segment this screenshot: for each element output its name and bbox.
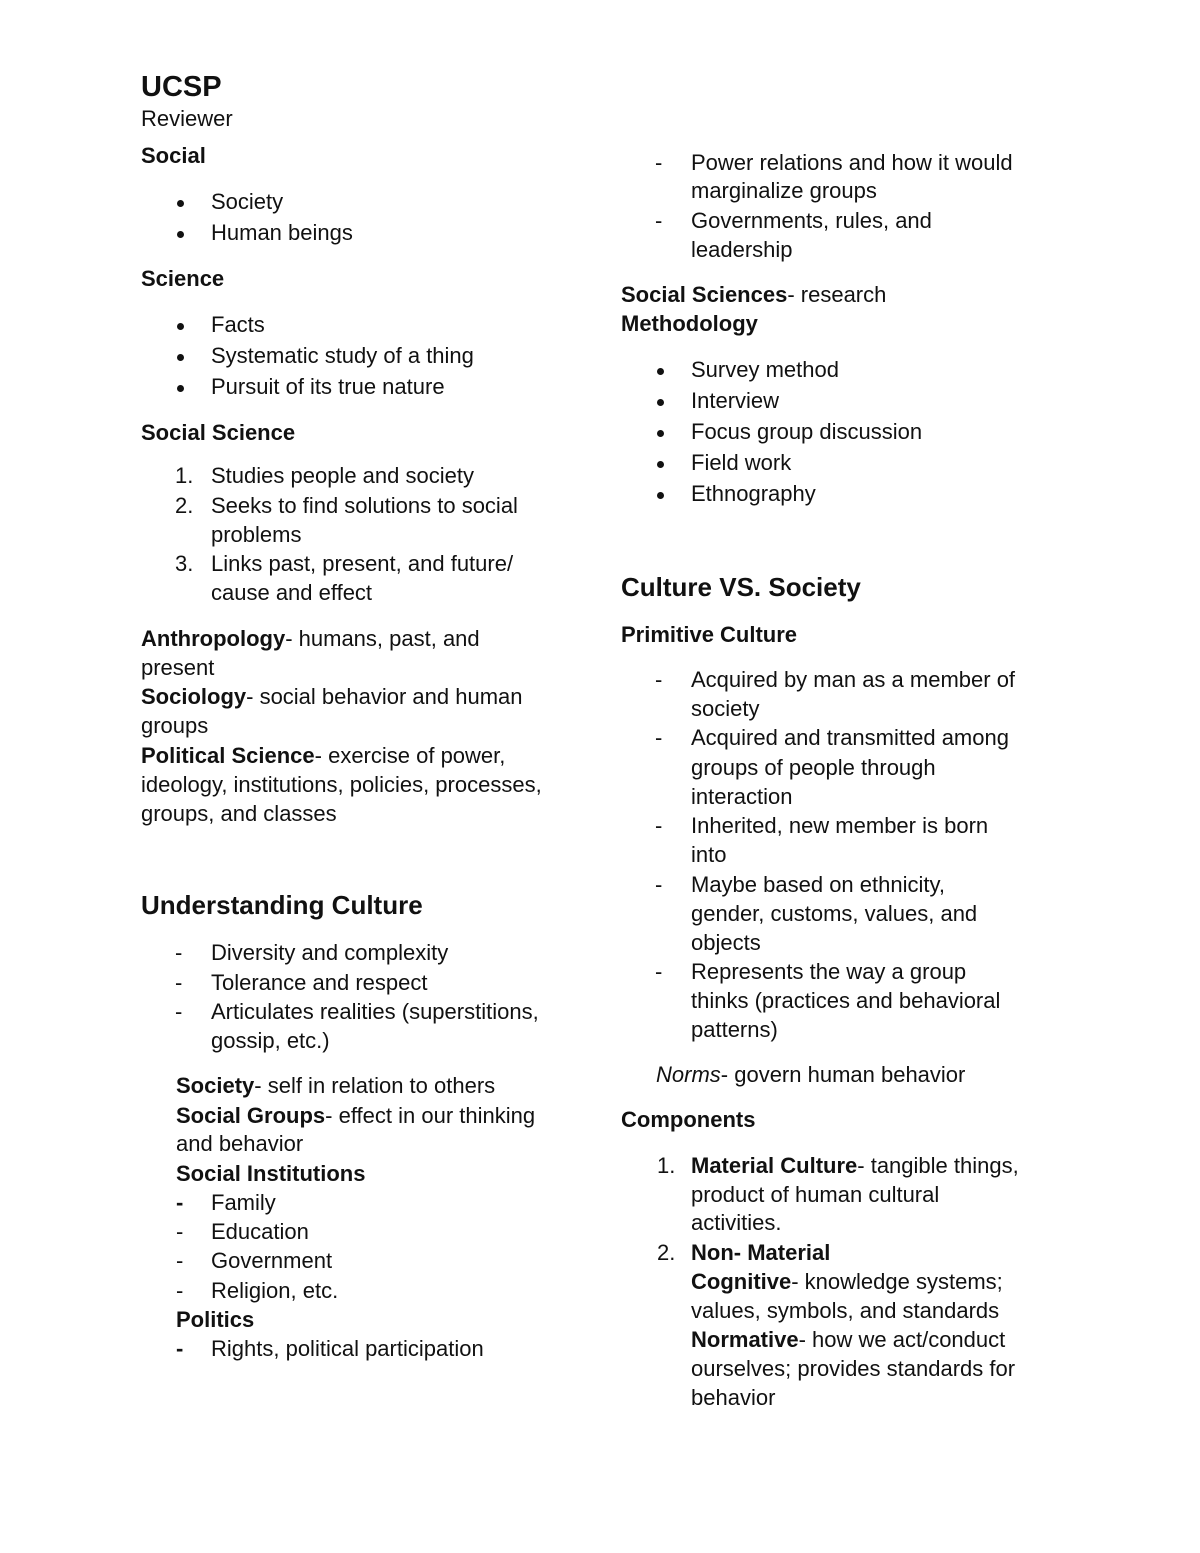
list-item-continued: objects — [691, 930, 761, 955]
definition-continued: present — [141, 655, 215, 680]
list-item: Articulates realities (superstitions, — [211, 999, 539, 1024]
list-item: Seeks to find solutions to social — [211, 493, 518, 518]
list-item: Ethnography — [691, 481, 816, 506]
list-item: Family — [211, 1190, 276, 1215]
list-item: Governments, rules, and — [691, 208, 932, 233]
page-title: UCSP — [141, 71, 222, 103]
dash-marker: - — [176, 1336, 184, 1361]
list-number: 3. — [175, 551, 194, 576]
term: Norms — [656, 1062, 721, 1087]
dash-marker: - — [655, 959, 663, 984]
bullet-icon — [657, 430, 664, 437]
list-item: Pursuit of its true nature — [211, 374, 445, 399]
bullet-icon — [177, 231, 184, 238]
list-number: 1. — [175, 463, 194, 488]
definition-continued: product of human cultural — [691, 1182, 940, 1207]
bullet-icon — [657, 399, 664, 406]
list-item: Human beings — [211, 220, 353, 245]
definition-cognitive — [691, 1268, 1003, 1296]
list-item: Survey method — [691, 357, 839, 382]
list-item-continued: problems — [211, 522, 302, 547]
definition-social-groups — [176, 1102, 535, 1130]
term: Political Science — [141, 743, 315, 768]
definition-social-sciences — [621, 281, 886, 309]
list-item-continued: gender, customs, values, and — [691, 901, 978, 926]
definition-continued: ideology, institutions, policies, processes, — [141, 772, 542, 797]
heading-science: Science — [141, 266, 225, 291]
heading-social: Social — [141, 143, 206, 168]
bullet-icon — [177, 323, 184, 330]
list-item: Focus group discussion — [691, 419, 923, 444]
definition-sociology — [141, 683, 523, 711]
list-item-continued: groups of people through — [691, 755, 936, 780]
definition: - how we act/conduct — [798, 1327, 1006, 1352]
list-item: Links past, present, and future/ — [211, 551, 514, 576]
list-item: Field work — [691, 450, 792, 475]
definition-society — [176, 1072, 495, 1100]
term-non-material: Non- Material — [691, 1240, 831, 1265]
term: Material Culture — [691, 1153, 858, 1178]
definition-normative — [691, 1326, 1005, 1354]
list-item: Acquired by man as a member of — [691, 667, 1016, 692]
heading-components: Components — [621, 1107, 756, 1132]
list-number: 1. — [657, 1153, 676, 1178]
definition-political-science — [141, 742, 505, 770]
term: Society — [176, 1073, 255, 1098]
list-item-continued: into — [691, 842, 727, 867]
heading-politics: Politics — [176, 1307, 255, 1332]
definition-continued-clipped: behavior — [691, 1385, 776, 1406]
dash-marker: - — [175, 940, 183, 965]
list-item: Diversity and complexity — [211, 940, 449, 965]
term: Social Sciences — [621, 282, 788, 307]
list-number: 2. — [657, 1240, 676, 1265]
list-item-continued: thinks (practices and behavioral — [691, 988, 1001, 1013]
definition: - humans, past, and — [285, 626, 480, 651]
list-item: Religion, etc. — [211, 1278, 339, 1303]
term: Anthropology — [141, 626, 286, 651]
definition: - tangible things, — [857, 1153, 1019, 1178]
heading-culture-vs-society: Culture VS. Society — [621, 572, 861, 602]
definition: - govern human behavior — [720, 1062, 966, 1087]
list-item: Society — [211, 189, 284, 214]
list-item: Tolerance and respect — [211, 970, 428, 995]
bullet-icon — [657, 368, 664, 375]
list-item: Represents the way a group — [691, 959, 967, 984]
list-item-continued: patterns) — [691, 1017, 778, 1042]
list-item: Power relations and how it would — [691, 150, 1013, 175]
list-item: Studies people and society — [211, 463, 474, 488]
term: Cognitive — [691, 1269, 792, 1294]
list-item-continued: leadership — [691, 237, 793, 262]
definition-anthropology — [141, 625, 480, 653]
list-item-continued: interaction — [691, 784, 793, 809]
definition: - effect in our thinking — [325, 1103, 536, 1128]
definition: - self in relation to others — [254, 1073, 496, 1098]
definition-norms — [656, 1061, 965, 1089]
list-number: 2. — [175, 493, 194, 518]
heading-understanding-culture: Understanding Culture — [141, 890, 423, 920]
dash-marker: - — [655, 813, 663, 838]
list-item-continued: marginalize groups — [691, 178, 877, 203]
bullet-icon — [177, 354, 184, 361]
list-item: Rights, political participation — [211, 1336, 484, 1361]
definition-continued: groups, and classes — [141, 801, 337, 826]
list-item: Education — [211, 1219, 309, 1244]
dash-marker: - — [655, 667, 663, 692]
list-item: Facts — [211, 312, 265, 337]
term: Normative — [691, 1327, 799, 1352]
list-item: Maybe based on ethnicity, — [691, 872, 945, 897]
definition-continued: groups — [141, 713, 209, 738]
dash-marker: - — [175, 999, 183, 1024]
dash-marker: - — [176, 1219, 184, 1244]
bullet-icon — [657, 461, 664, 468]
definition: - social behavior and human — [246, 684, 523, 709]
bullet-icon — [177, 385, 184, 392]
dash-marker: - — [176, 1248, 184, 1273]
dash-marker: - — [655, 208, 663, 233]
definition: - knowledge systems; — [791, 1269, 1003, 1294]
list-item: Government — [211, 1248, 333, 1273]
definition: - research — [787, 282, 887, 307]
dash-marker: - — [176, 1190, 184, 1215]
dash-marker: - — [655, 872, 663, 897]
dash-marker: - — [175, 970, 183, 995]
dash-marker: - — [655, 150, 663, 175]
list-item: Systematic study of a thing — [211, 343, 474, 368]
list-item: Acquired and transmitted among — [691, 725, 1009, 750]
dash-marker: - — [655, 725, 663, 750]
list-item-continued: cause and effect — [211, 580, 373, 605]
heading-social-science: Social Science — [141, 420, 296, 445]
heading-primitive-culture: Primitive Culture — [621, 622, 798, 647]
definition-continued: and behavior — [176, 1131, 304, 1156]
term: Social Groups — [176, 1103, 326, 1128]
definition-material-culture — [691, 1152, 1019, 1180]
list-item: Interview — [691, 388, 780, 413]
list-item-continued: society — [691, 696, 760, 721]
heading-social-institutions: Social Institutions — [176, 1161, 366, 1186]
bullet-icon — [177, 200, 184, 207]
clipped-line-container — [621, 1380, 1081, 1406]
definition-continued: activities. — [691, 1210, 782, 1235]
list-item-continued: gossip, etc.) — [211, 1028, 330, 1053]
definition-continued: ourselves; provides standards for — [691, 1356, 1016, 1381]
list-item: Inherited, new member is born — [691, 813, 989, 838]
definition: - exercise of power, — [314, 743, 506, 768]
bullet-icon — [657, 492, 664, 499]
page-subtitle: Reviewer — [141, 106, 233, 131]
heading-methodology: Methodology — [621, 311, 758, 336]
dash-marker: - — [176, 1278, 184, 1303]
term: Sociology — [141, 684, 247, 709]
definition-continued: values, symbols, and standards — [691, 1298, 1000, 1323]
